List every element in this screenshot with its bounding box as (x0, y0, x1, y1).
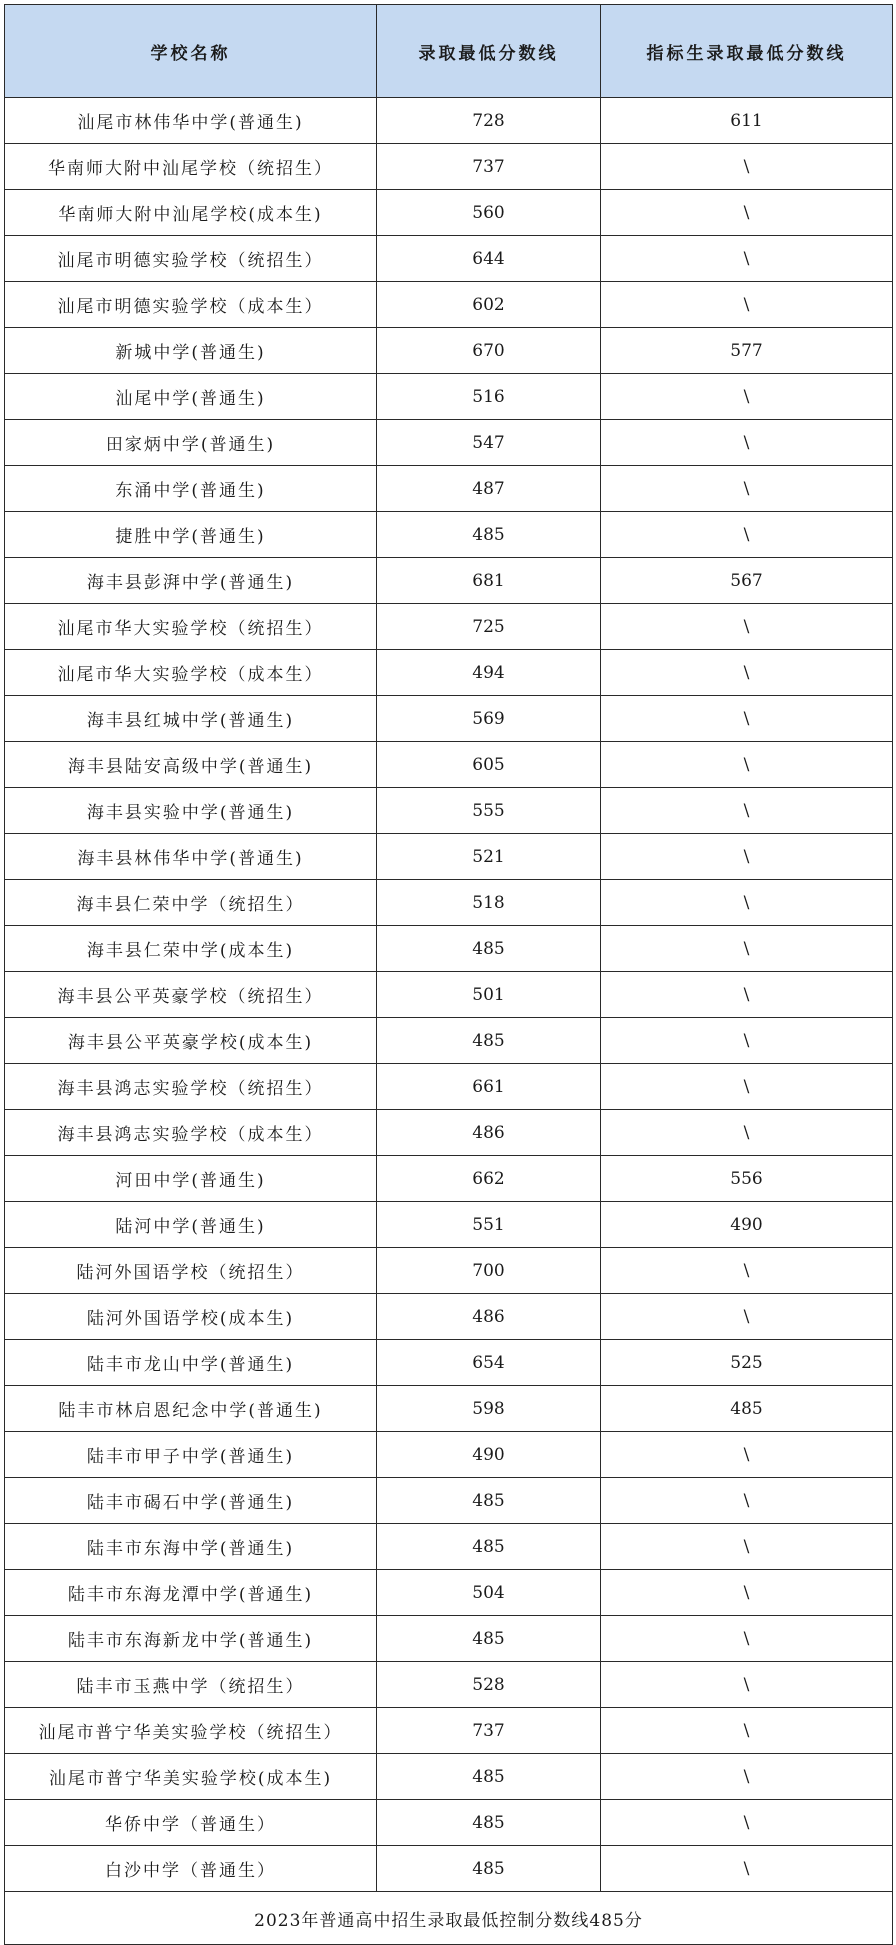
min-score-cell: 547 (377, 420, 601, 466)
school-name-cell: 海丰县公平英豪学校(成本生) (5, 1018, 377, 1064)
quota-score-cell: \ (601, 604, 893, 650)
table-row (5, 1248, 893, 1294)
school-name-cell: 陆丰市东海龙潭中学(普通生) (5, 1570, 377, 1616)
quota-score-cell: \ (601, 1432, 893, 1478)
quota-score-cell: 567 (601, 558, 893, 604)
school-name-cell: 海丰县仁荣中学（统招生） (5, 880, 377, 926)
table-row (5, 742, 893, 788)
school-name-cell: 东涌中学(普通生) (5, 466, 377, 512)
table-body (5, 98, 893, 1892)
school-name-cell: 新城中学(普通生) (5, 328, 377, 374)
min-score-cell: 654 (377, 1340, 601, 1386)
table-row (5, 1616, 893, 1662)
table-row (5, 834, 893, 880)
school-name-cell: 海丰县公平英豪学校（统招生） (5, 972, 377, 1018)
table-row (5, 1800, 893, 1846)
school-name-cell: 陆丰市龙山中学(普通生) (5, 1340, 377, 1386)
min-score-cell: 728 (377, 98, 601, 144)
quota-score-cell: \ (601, 1064, 893, 1110)
quota-score-cell: \ (601, 972, 893, 1018)
quota-score-cell: 556 (601, 1156, 893, 1202)
quota-score-cell: 525 (601, 1340, 893, 1386)
table-row (5, 1662, 893, 1708)
header-row (5, 5, 893, 98)
school-name-cell: 汕尾市林伟华中学(普通生) (5, 98, 377, 144)
table-row (5, 190, 893, 236)
school-name-cell: 汕尾市普宁华美实验学校(成本生) (5, 1754, 377, 1800)
min-score-cell: 737 (377, 144, 601, 190)
quota-score-cell: \ (601, 788, 893, 834)
quota-score-cell: 577 (601, 328, 893, 374)
table-row (5, 282, 893, 328)
min-score-cell: 516 (377, 374, 601, 420)
school-name-cell: 田家炳中学(普通生) (5, 420, 377, 466)
quota-score-cell: \ (601, 1662, 893, 1708)
school-name-cell: 陆河外国语学校（统招生） (5, 1248, 377, 1294)
quota-score-cell: \ (601, 926, 893, 972)
quota-score-cell: \ (601, 374, 893, 420)
table-row (5, 1202, 893, 1248)
min-score-cell: 661 (377, 1064, 601, 1110)
table-row (5, 1064, 893, 1110)
school-name-cell: 汕尾市华大实验学校（统招生） (5, 604, 377, 650)
quota-score-cell: \ (601, 1248, 893, 1294)
quota-score-cell: \ (601, 834, 893, 880)
min-score-cell: 501 (377, 972, 601, 1018)
min-score-cell: 485 (377, 1800, 601, 1846)
min-score-cell: 681 (377, 558, 601, 604)
quota-score-cell: 490 (601, 1202, 893, 1248)
quota-score-cell: 611 (601, 98, 893, 144)
table-row (5, 1524, 893, 1570)
table-row (5, 374, 893, 420)
school-name-cell: 海丰县实验中学(普通生) (5, 788, 377, 834)
min-score-cell: 504 (377, 1570, 601, 1616)
min-score-cell: 725 (377, 604, 601, 650)
quota-score-cell: \ (601, 1754, 893, 1800)
school-name-cell: 海丰县鸿志实验学校（统招生） (5, 1064, 377, 1110)
table-row (5, 880, 893, 926)
table-row (5, 650, 893, 696)
quota-score-cell: \ (601, 236, 893, 282)
min-score-cell: 555 (377, 788, 601, 834)
table-row (5, 1432, 893, 1478)
min-score-cell: 486 (377, 1110, 601, 1156)
table-row (5, 788, 893, 834)
min-score-cell: 485 (377, 1478, 601, 1524)
table-row (5, 328, 893, 374)
table-row (5, 1708, 893, 1754)
min-score-cell: 560 (377, 190, 601, 236)
school-name-cell: 海丰县鸿志实验学校（成本生） (5, 1110, 377, 1156)
min-score-cell: 605 (377, 742, 601, 788)
min-score-cell: 485 (377, 926, 601, 972)
table-row (5, 236, 893, 282)
min-score-cell: 602 (377, 282, 601, 328)
school-name-cell: 陆丰市东海新龙中学(普通生) (5, 1616, 377, 1662)
school-name-cell: 汕尾市明德实验学校（统招生） (5, 236, 377, 282)
table-row (5, 1846, 893, 1892)
school-name-cell: 陆丰市东海中学(普通生) (5, 1524, 377, 1570)
min-score-cell: 569 (377, 696, 601, 742)
min-score-cell: 670 (377, 328, 601, 374)
table-row (5, 972, 893, 1018)
school-name-cell: 汕尾中学(普通生) (5, 374, 377, 420)
table-row (5, 1340, 893, 1386)
school-name-cell: 汕尾市华大实验学校（成本生） (5, 650, 377, 696)
school-name-cell: 海丰县林伟华中学(普通生) (5, 834, 377, 880)
header-quota-min-score: 指标生录取最低分数线 (601, 5, 893, 98)
quota-score-cell: \ (601, 1846, 893, 1892)
school-name-cell: 华侨中学（普通生） (5, 1800, 377, 1846)
footer-note: 2023年普通高中招生录取最低控制分数线485分 (5, 1892, 893, 1945)
school-name-cell: 陆河中学(普通生) (5, 1202, 377, 1248)
school-name-cell: 海丰县陆安高级中学(普通生) (5, 742, 377, 788)
table-row (5, 1754, 893, 1800)
school-name-cell: 海丰县彭湃中学(普通生) (5, 558, 377, 604)
min-score-cell: 486 (377, 1294, 601, 1340)
quota-score-cell: \ (601, 696, 893, 742)
min-score-cell: 528 (377, 1662, 601, 1708)
min-score-cell: 494 (377, 650, 601, 696)
quota-score-cell: \ (601, 742, 893, 788)
quota-score-cell: 485 (601, 1386, 893, 1432)
table-row (5, 604, 893, 650)
table-row (5, 420, 893, 466)
min-score-cell: 737 (377, 1708, 601, 1754)
header-school-name: 学校名称 (5, 5, 377, 98)
quota-score-cell: \ (601, 880, 893, 926)
min-score-cell: 521 (377, 834, 601, 880)
table-row (5, 1478, 893, 1524)
min-score-cell: 662 (377, 1156, 601, 1202)
table-row (5, 696, 893, 742)
quota-score-cell: \ (601, 1800, 893, 1846)
header-min-score: 录取最低分数线 (377, 5, 601, 98)
quota-score-cell: \ (601, 1294, 893, 1340)
school-name-cell: 华南师大附中汕尾学校(成本生) (5, 190, 377, 236)
admission-score-table (4, 4, 893, 1945)
min-score-cell: 485 (377, 1018, 601, 1064)
school-name-cell: 捷胜中学(普通生) (5, 512, 377, 558)
school-name-cell: 陆丰市林启恩纪念中学(普通生) (5, 1386, 377, 1432)
quota-score-cell: \ (601, 1478, 893, 1524)
table-row (5, 1156, 893, 1202)
min-score-cell: 551 (377, 1202, 601, 1248)
table-row (5, 1294, 893, 1340)
quota-score-cell: \ (601, 1110, 893, 1156)
min-score-cell: 518 (377, 880, 601, 926)
school-name-cell: 海丰县仁荣中学(成本生) (5, 926, 377, 972)
school-name-cell: 华南师大附中汕尾学校（统招生） (5, 144, 377, 190)
min-score-cell: 485 (377, 512, 601, 558)
school-name-cell: 汕尾市普宁华美实验学校（统招生） (5, 1708, 377, 1754)
quota-score-cell: \ (601, 282, 893, 328)
school-name-cell: 陆丰市玉燕中学（统招生） (5, 1662, 377, 1708)
quota-score-cell: \ (601, 1570, 893, 1616)
min-score-cell: 598 (377, 1386, 601, 1432)
quota-score-cell: \ (601, 1616, 893, 1662)
table-row (5, 558, 893, 604)
quota-score-cell: \ (601, 1524, 893, 1570)
table-row (5, 144, 893, 190)
school-name-cell: 海丰县红城中学(普通生) (5, 696, 377, 742)
min-score-cell: 485 (377, 1524, 601, 1570)
school-name-cell: 陆丰市碣石中学(普通生) (5, 1478, 377, 1524)
table-row (5, 1110, 893, 1156)
quota-score-cell: \ (601, 144, 893, 190)
table-row (5, 1570, 893, 1616)
quota-score-cell: \ (601, 1708, 893, 1754)
table-row (5, 1386, 893, 1432)
quota-score-cell: \ (601, 420, 893, 466)
footer-row (5, 1892, 893, 1945)
min-score-cell: 487 (377, 466, 601, 512)
min-score-cell: 490 (377, 1432, 601, 1478)
min-score-cell: 485 (377, 1616, 601, 1662)
school-name-cell: 白沙中学（普通生） (5, 1846, 377, 1892)
quota-score-cell: \ (601, 1018, 893, 1064)
school-name-cell: 河田中学(普通生) (5, 1156, 377, 1202)
min-score-cell: 485 (377, 1754, 601, 1800)
quota-score-cell: \ (601, 466, 893, 512)
quota-score-cell: \ (601, 650, 893, 696)
quota-score-cell: \ (601, 190, 893, 236)
school-name-cell: 陆河外国语学校(成本生) (5, 1294, 377, 1340)
table-row (5, 1018, 893, 1064)
min-score-cell: 644 (377, 236, 601, 282)
quota-score-cell: \ (601, 512, 893, 558)
min-score-cell: 485 (377, 1846, 601, 1892)
table-row (5, 926, 893, 972)
table-row (5, 466, 893, 512)
school-name-cell: 陆丰市甲子中学(普通生) (5, 1432, 377, 1478)
min-score-cell: 700 (377, 1248, 601, 1294)
table-row (5, 98, 893, 144)
table-row (5, 512, 893, 558)
school-name-cell: 汕尾市明德实验学校（成本生） (5, 282, 377, 328)
